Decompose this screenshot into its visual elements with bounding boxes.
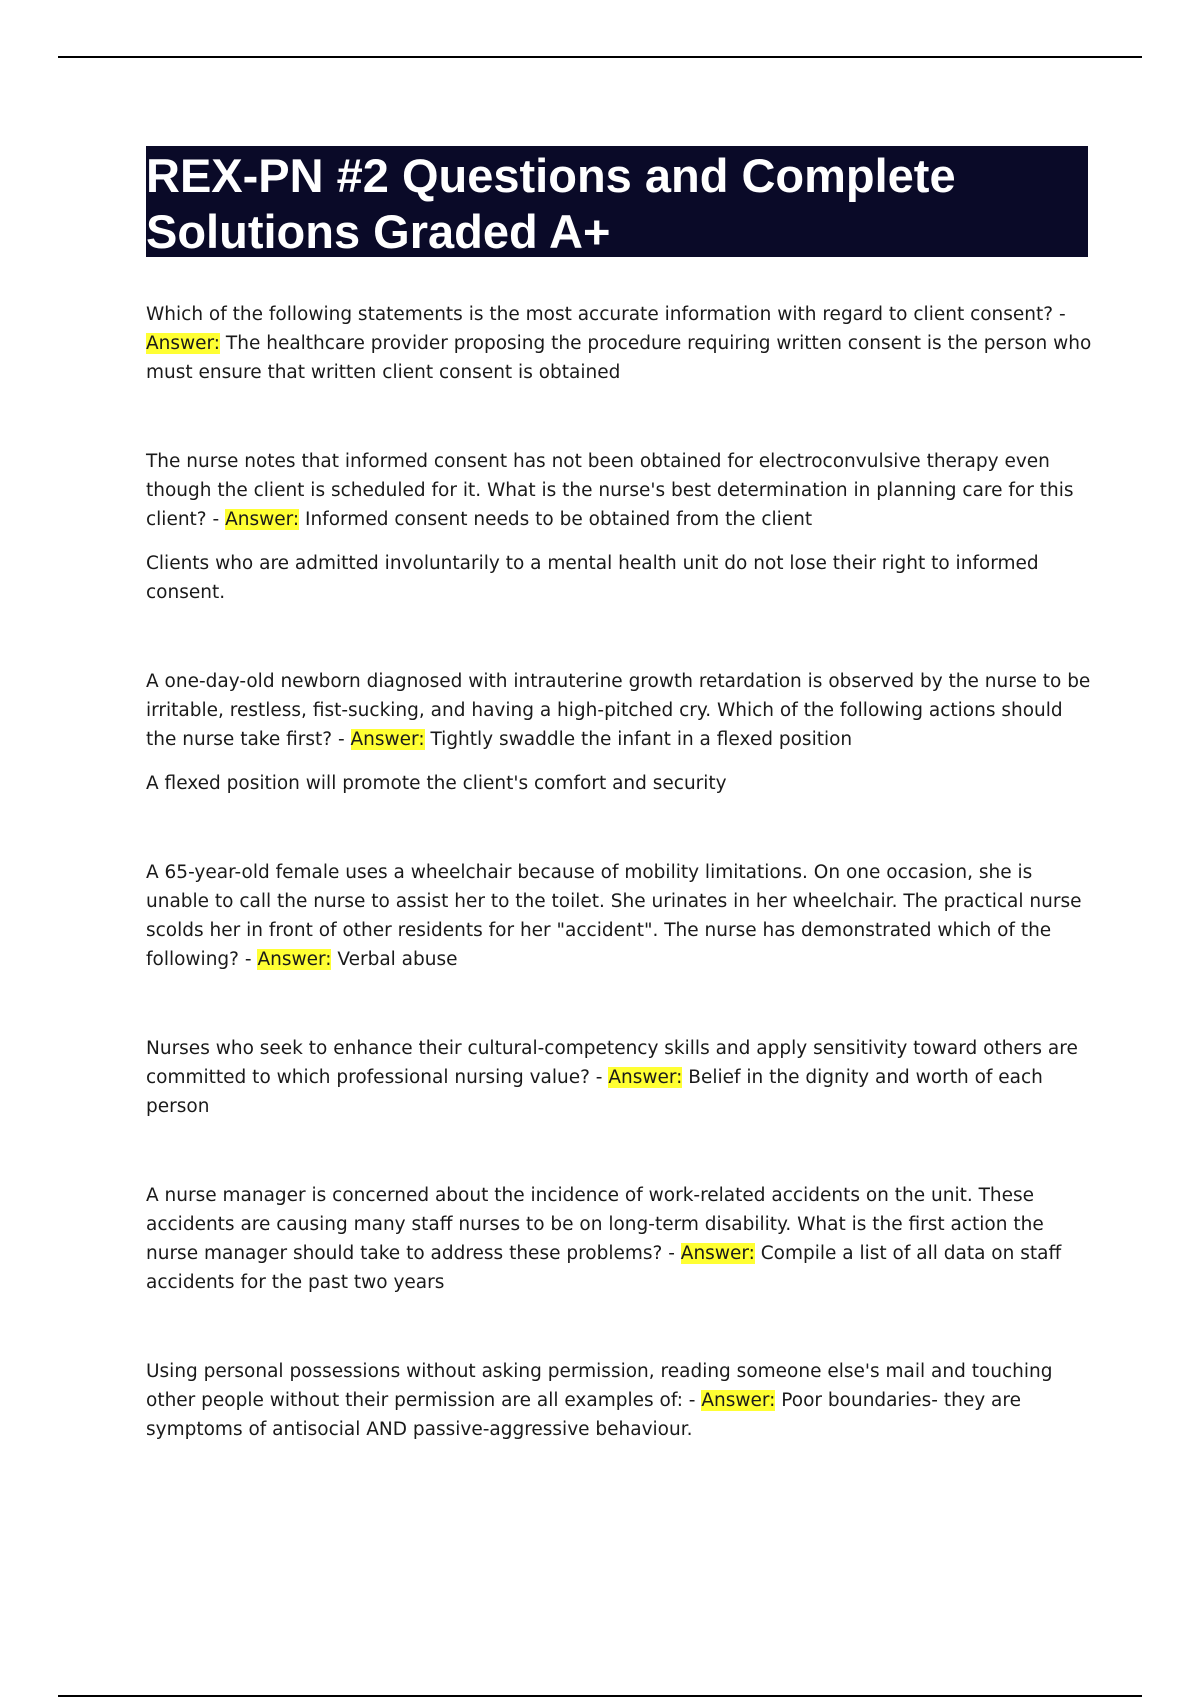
answer-text: The healthcare provider proposing the procedure requiring written consent is the person who must ensure that written client consent is obtained xyxy=(146,333,1092,383)
bottom-rule xyxy=(58,1695,1142,1697)
document-title xyxy=(146,148,1088,260)
answer-text: Tightly swaddle the infant in a flexed position xyxy=(424,729,853,750)
answer-text: Compile a list of all data on staff accidents for the past two years xyxy=(146,1243,1062,1293)
title-banner xyxy=(146,146,1088,257)
answer-text: Belief in the dignity and worth of each person xyxy=(146,1067,1043,1117)
question-text: The nurse notes that informed consent has not been obtained for electroconvulsive therapy even though the client is scheduled for it. What is the nurse's best determination in planning care for this client? - xyxy=(146,451,1074,530)
qa-item-2 xyxy=(146,447,1096,534)
qa-list xyxy=(146,300,1096,1444)
qa-item-7 xyxy=(146,1357,1096,1444)
answer-label: Answer: xyxy=(146,333,221,354)
question-text: A 65-year-old female uses a wheelchair because of mobility limitations. On one occasion, she is unable to call the nurse to assist her to the toilet. She urinates in her wheelchair. The practical nurse scolds her in front of other residents for her "accident". The nurse has demonstrated which of the following? - xyxy=(146,862,1082,970)
question-text: A nurse manager is concerned about the incidence of work-related accidents on the unit. These accidents are causing many staff nurses to be on long-term disability. What is the first action the nurse manager should take to address these problems? - xyxy=(146,1185,1044,1264)
answer-label: Answer: xyxy=(701,1390,776,1411)
qa-item-4 xyxy=(146,858,1096,974)
answer-label: Answer: xyxy=(350,729,425,750)
qa-item-1 xyxy=(146,300,1096,387)
qa-item-5 xyxy=(146,1034,1096,1121)
answer-text: Informed consent needs to be obtained from the client xyxy=(299,509,813,530)
question-text: Using personal possessions without asking permission, reading someone else's mail and touching other people without their permission are all examples of: - xyxy=(146,1361,1053,1411)
answer-label: Answer: xyxy=(680,1243,755,1264)
answer-label: Answer: xyxy=(225,509,300,530)
answer-label: Answer: xyxy=(257,949,332,970)
qa-item-3 xyxy=(146,667,1096,754)
rationale-note: Clients who are admitted involuntarily to a mental health unit do not lose their right to informed consent. xyxy=(146,553,1039,603)
answer-text: Poor boundaries- they are symptoms of antisocial AND passive-aggressive behaviour. xyxy=(146,1390,1021,1440)
top-rule xyxy=(58,56,1142,58)
answer-text: Verbal abuse xyxy=(331,949,458,970)
qa-item-6 xyxy=(146,1181,1096,1297)
question-text: Nurses who seek to enhance their cultural-competency skills and apply sensitivity toward others are committed to which professional nursing value? - xyxy=(146,1038,1078,1088)
answer-label: Answer: xyxy=(608,1067,683,1088)
question-text: Which of the following statements is the most accurate information with regard to client consent? - xyxy=(146,304,1066,325)
rationale-note: A flexed position will promote the client's comfort and security xyxy=(146,773,727,794)
title-line-2: Solutions Graded A+ xyxy=(146,205,611,258)
title-line-1: REX-PN #2 Questions and Complete xyxy=(146,149,956,202)
question-text: A one-day-old newborn diagnosed with intrauterine growth retardation is observed by the nurse to be irritable, restless, fist-sucking, and having a high-pitched cry. Which of the following actions should the nurse take first? - xyxy=(146,671,1091,750)
